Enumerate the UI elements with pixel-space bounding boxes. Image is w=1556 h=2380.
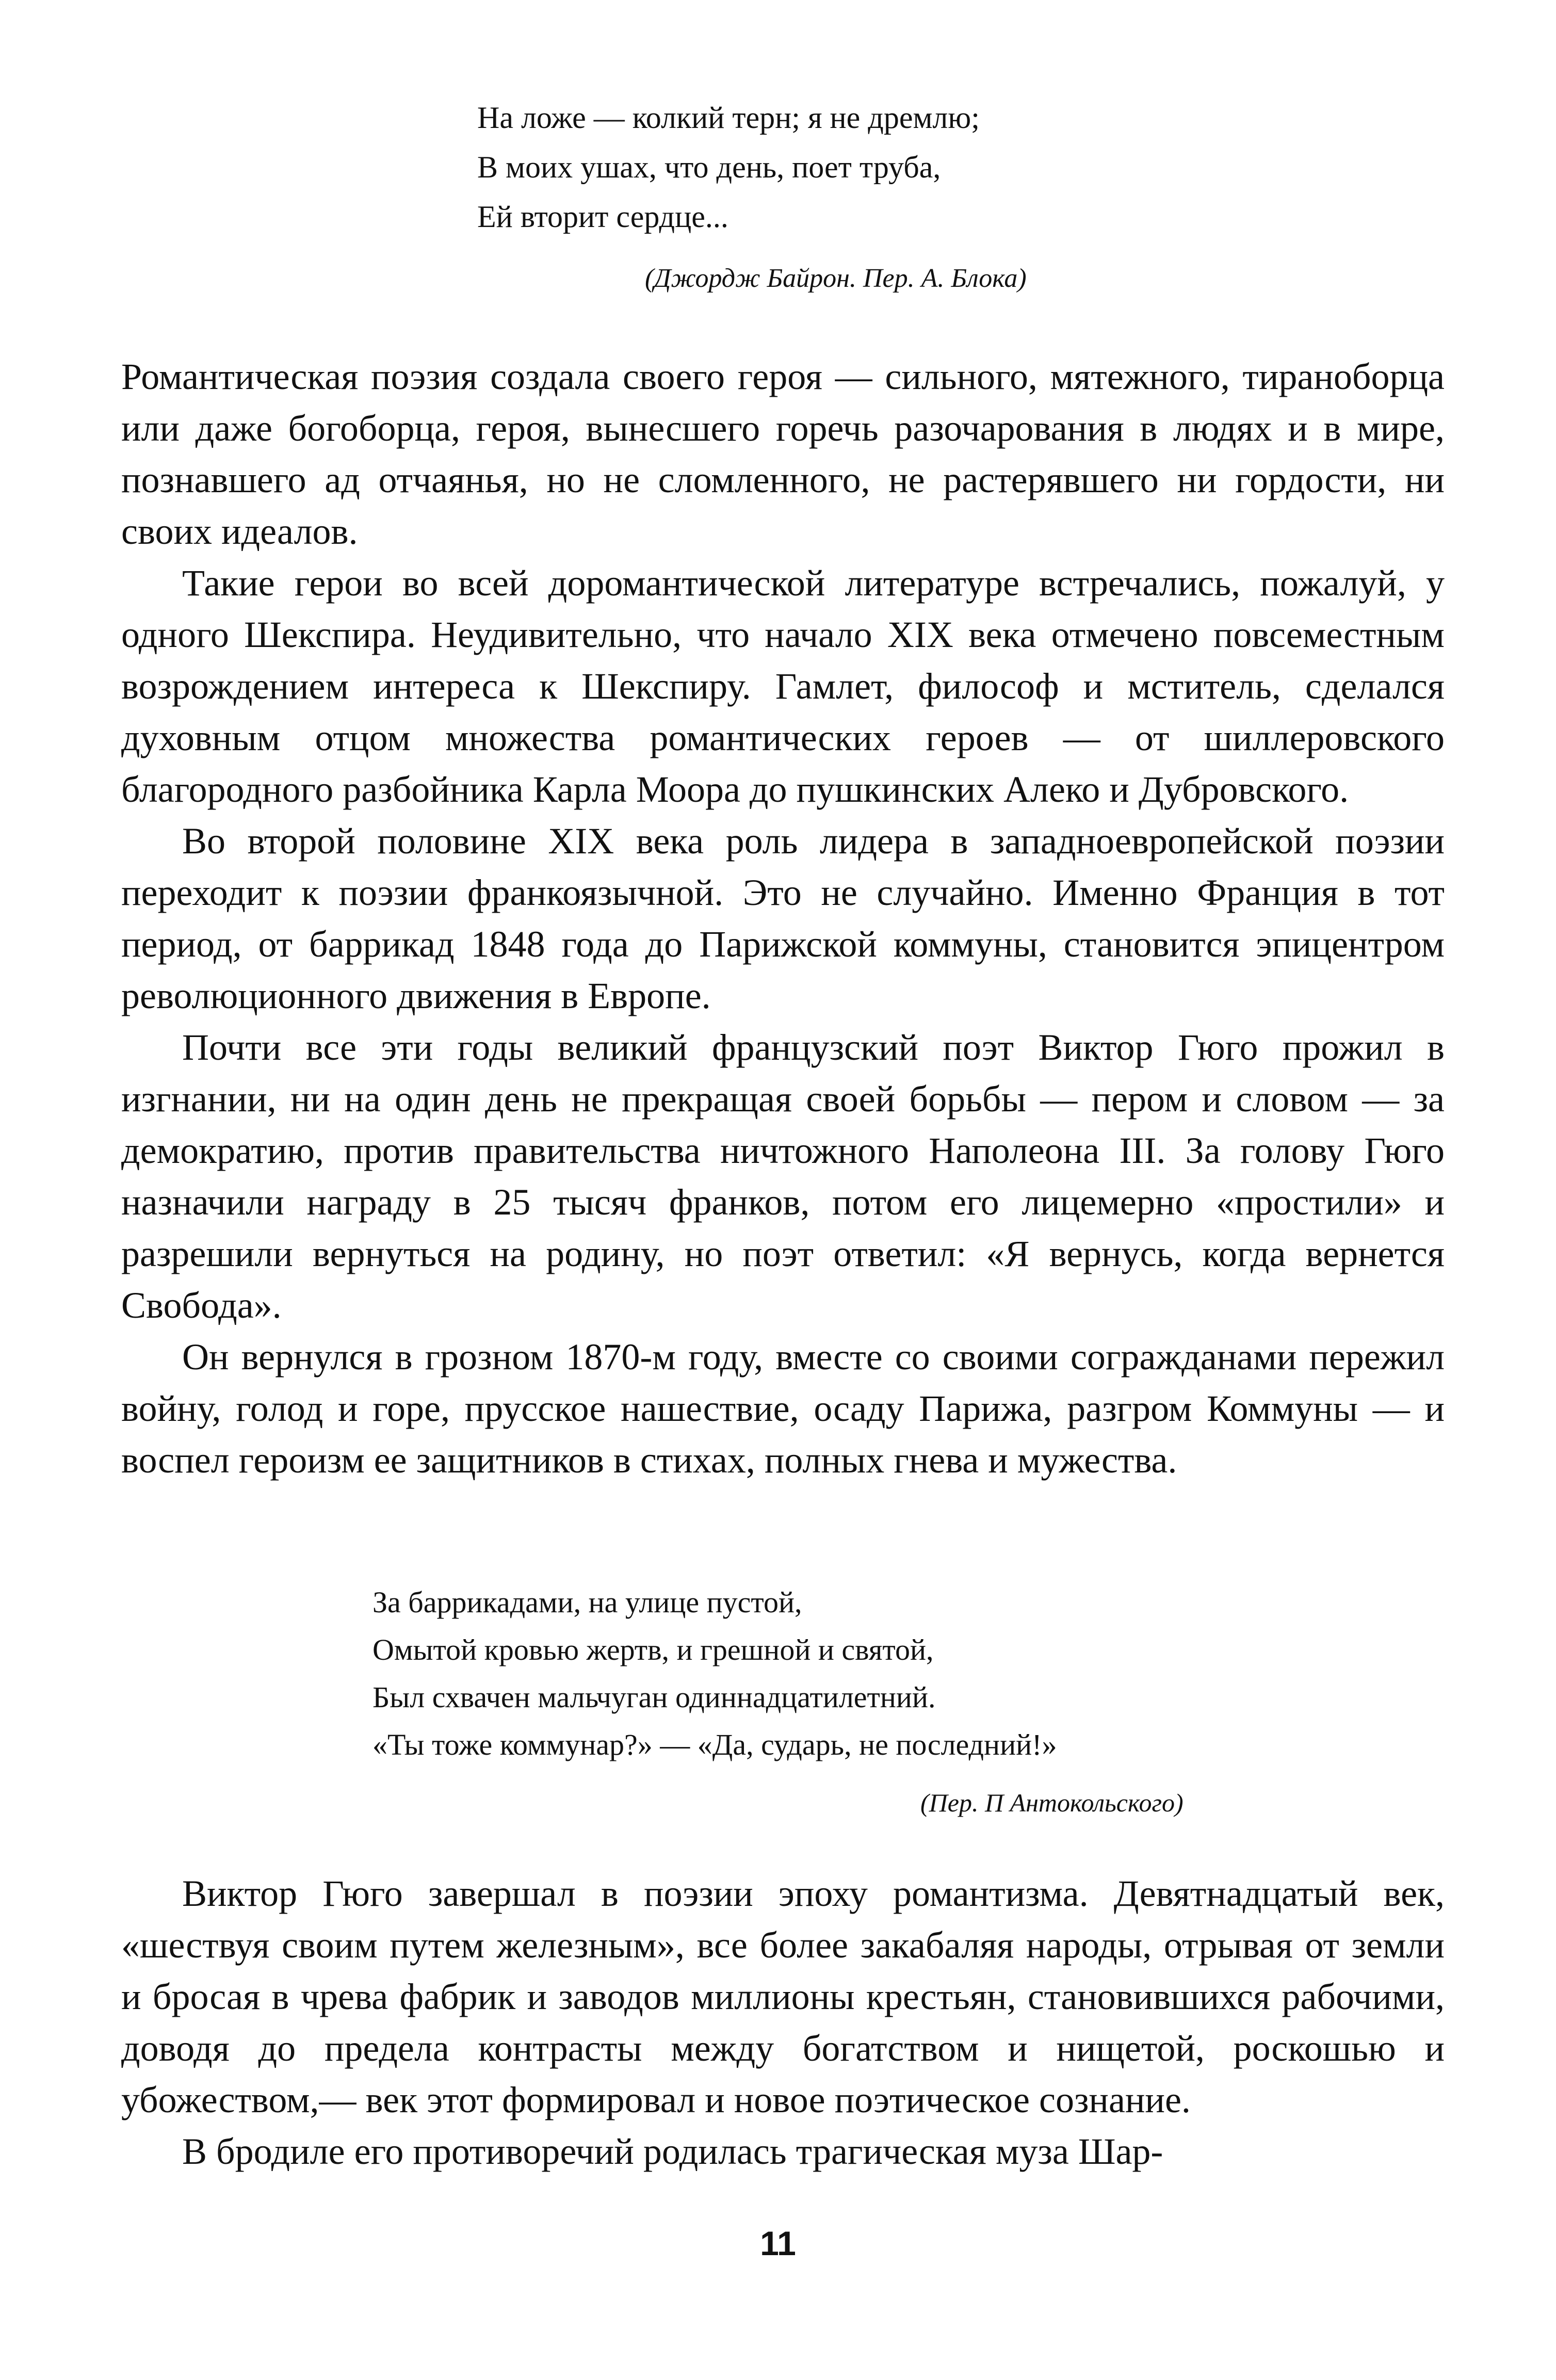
epigraph-line: На ложе — колкий терн; я не дремлю; — [477, 101, 980, 135]
paragraph: Во второй половине XIX века роль лидера в западноевропейской поэзии переходит к поэзии франкоязычной. Это не случайно. Именно Франция в тот период, от баррикад 1848 года до Парижской коммуны, становится эпицентром революционного движения в Европе. — [121, 820, 1445, 1016]
main-text — [121, 351, 1445, 1486]
poem-line: За баррикадами, на улице пустой, — [372, 1585, 802, 1619]
poem-quote — [372, 1579, 1353, 1817]
epigraph-attribution: (Джордж Байрон. Пер. А. Блока) — [645, 264, 1027, 293]
paragraph: Он вернулся в грозном 1870-м году, вместе со своими согражданами пережил войну, голод и горе, прусское нашествие, осаду Парижа, разгром Коммуны — и воспел героизм ее защитников в стихах, полных гнева и мужества. — [121, 1336, 1445, 1481]
poem-line: Омытой кровью жертв, и грешной и святой, — [372, 1633, 934, 1666]
paragraph: Виктор Гюго завершал в поэзии эпоху романтизма. Девятнадцатый век, «шествуя своим путем железным», все более закабаляя народы, отрывая от земли и бросая в чрева фабрик и заводов миллионы крестьян, становившихся рабочими, доводя до предела контрасты между богатством и нищетой, роскошью и убожеством,— век этот формировал и новое поэтическое сознание. — [121, 1873, 1445, 2120]
epigraph — [477, 93, 1200, 293]
paragraph: Такие герои во всей доромантической литературе встречались, пожалуй, у одного Шекспира. Неудивительно, что начало XIX века отмечено повсеместным возрождением интереса к Шекспиру. Гамлет, философ и мститель, сделался духовным отцом множества романтических героев — от шиллеровского благородного разбойника Карла Моора до пушкинских Алеко и Дубровского. — [121, 562, 1445, 810]
page-number: 11 — [760, 2224, 796, 2262]
epigraph-line: Ей вторит сердце... — [477, 200, 728, 234]
paragraph: В бродиле его противоречий родилась трагическая муза Шар- — [182, 2131, 1163, 2172]
paragraph: Почти все эти годы великий французский поэт Виктор Гюго прожил в изгнании, ни на один день не прекращая своей борьбы — пером и словом — за демократию, против правительства ничтожного Наполеона III. За голову Гюго назначили награду в 25 тысяч франков, потом его лицемерно «простили» и разрешили вернуться на родину, но поэт ответил: «Я вернусь, когда вернется Свобода». — [121, 1027, 1445, 1326]
main-text-continued — [121, 1868, 1445, 2177]
poem-line: «Ты тоже коммунар?» — «Да, сударь, не последний!» — [372, 1728, 1057, 1761]
epigraph-line: В моих ушах, что день, поет труба, — [477, 150, 941, 184]
poem-line: Был схвачен мальчуган одиннадцатилетний. — [372, 1680, 936, 1714]
paragraph: Романтическая поэзия создала своего героя — сильного, мятежного, тираноборца или даже богоборца, героя, вынесшего горечь разочарования в людях и в мире, познавшего ад отчаянья, но не сломленного, не растерявшего ни гордости, ни своих идеалов. — [121, 356, 1445, 552]
poem-attribution: (Пер. П Антокольского) — [920, 1788, 1184, 1817]
